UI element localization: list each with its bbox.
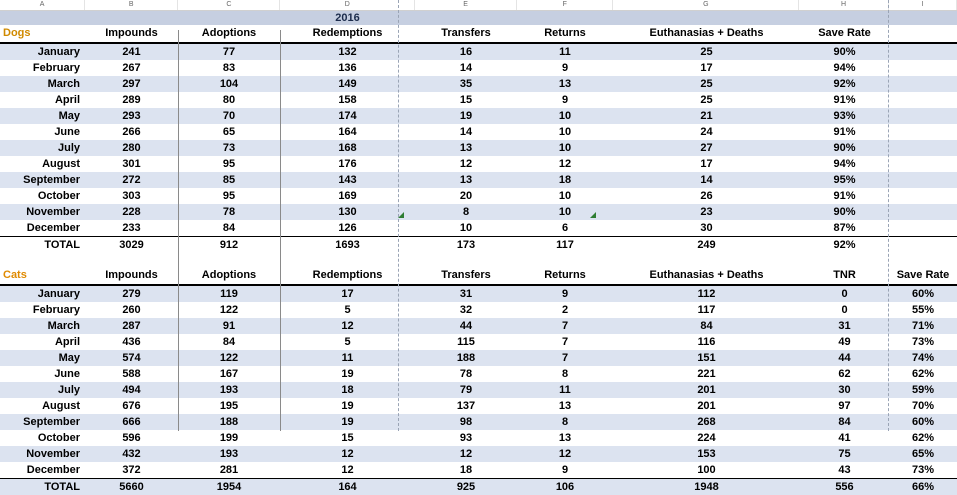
cell-euthanasias-deaths[interactable]: 27 <box>613 140 800 156</box>
cell-save-rate[interactable]: 62% <box>889 430 957 446</box>
cell-euthanasias-deaths[interactable]: 112 <box>613 285 800 302</box>
row-month: July <box>0 140 85 156</box>
cell-returns[interactable]: 10 <box>517 140 613 156</box>
cell-returns[interactable]: 18 <box>517 172 613 188</box>
dogs-col-returns: Returns <box>517 25 613 43</box>
cell-returns[interactable]: 8 <box>517 414 613 430</box>
cell-euthanasias-deaths[interactable]: 25 <box>613 92 800 108</box>
cell-save-rate[interactable]: 92% <box>800 237 889 254</box>
cell-euthanasias-deaths[interactable]: 25 <box>613 76 800 92</box>
cell-euthanasias-deaths[interactable]: 201 <box>613 398 800 414</box>
cell-blank[interactable] <box>889 43 957 60</box>
cell-returns[interactable]: 8 <box>517 366 613 382</box>
cell-blank[interactable] <box>889 237 957 254</box>
table-row[interactable] <box>0 366 957 382</box>
cell-transfers[interactable]: 13 <box>415 172 517 188</box>
cell-blank[interactable] <box>889 220 957 237</box>
cell-returns[interactable]: 13 <box>517 430 613 446</box>
cell-redemptions[interactable]: 12 <box>280 446 415 462</box>
cell-adoptions[interactable]: 77 <box>178 43 280 60</box>
cell-save-rate[interactable]: 55% <box>889 302 957 318</box>
cats-total-row[interactable] <box>0 479 957 495</box>
cell-transfers[interactable]: 137 <box>415 398 517 414</box>
cell-tnr[interactable]: 41 <box>800 430 889 446</box>
cell-impounds[interactable]: 372 <box>85 462 178 479</box>
cats-col-impounds: Impounds <box>85 267 178 285</box>
column-header-h[interactable]: H <box>799 0 888 10</box>
row-month: April <box>0 92 85 108</box>
cell-euthanasias-deaths[interactable]: 268 <box>613 414 800 430</box>
cell-returns[interactable]: 7 <box>517 318 613 334</box>
cell-returns[interactable]: 13 <box>517 398 613 414</box>
cats-col-adoptions: Adoptions <box>178 267 280 285</box>
cell-transfers[interactable]: 188 <box>415 350 517 366</box>
cell-transfers[interactable]: 79 <box>415 382 517 398</box>
year-title: 2016 <box>280 11 415 25</box>
cell-blank[interactable] <box>889 204 957 220</box>
cell-euthanasias-deaths[interactable]: 23 <box>613 204 800 220</box>
cell-euthanasias-deaths[interactable]: 100 <box>613 462 800 479</box>
cell-redemptions[interactable]: 136 <box>280 60 415 76</box>
dogs-label: Dogs <box>0 25 85 43</box>
cell-transfers[interactable]: 32 <box>415 302 517 318</box>
cell-adoptions[interactable]: 122 <box>178 350 280 366</box>
cell-returns[interactable]: 10 <box>517 204 613 220</box>
cell-impounds[interactable]: 494 <box>85 382 178 398</box>
table-row[interactable] <box>0 108 957 124</box>
cell-adoptions[interactable]: 85 <box>178 172 280 188</box>
cell-save-rate[interactable]: 59% <box>889 382 957 398</box>
cell-redemptions[interactable]: 1693 <box>280 237 415 254</box>
cell-redemptions[interactable]: 19 <box>280 366 415 382</box>
table-row[interactable] <box>0 414 957 430</box>
cell-save-rate[interactable]: 92% <box>800 76 889 92</box>
cell-adoptions[interactable]: 95 <box>178 188 280 204</box>
table-row[interactable] <box>0 204 957 220</box>
cell-returns[interactable]: 10 <box>517 188 613 204</box>
cell-adoptions[interactable]: 912 <box>178 237 280 254</box>
cell-impounds[interactable]: 676 <box>85 398 178 414</box>
cell-adoptions[interactable]: 195 <box>178 398 280 414</box>
cell-euthanasias-deaths[interactable]: 151 <box>613 350 800 366</box>
cell-transfers[interactable]: 12 <box>415 156 517 172</box>
cell-returns[interactable]: 13 <box>517 76 613 92</box>
cell-euthanasias-deaths[interactable]: 30 <box>613 220 800 237</box>
cell-save-rate[interactable]: 94% <box>800 156 889 172</box>
dogs-col-blank <box>889 25 957 43</box>
cell-adoptions[interactable]: 1954 <box>178 479 280 495</box>
cell-euthanasias-deaths[interactable]: 24 <box>613 124 800 140</box>
cell-impounds[interactable]: 301 <box>85 156 178 172</box>
cell-adoptions[interactable]: 73 <box>178 140 280 156</box>
table-row[interactable] <box>0 76 957 92</box>
cell-tnr[interactable]: 43 <box>800 462 889 479</box>
cell-impounds[interactable]: 279 <box>85 285 178 302</box>
cell-returns[interactable]: 10 <box>517 124 613 140</box>
cell-blank[interactable] <box>889 156 957 172</box>
cell-transfers[interactable]: 19 <box>415 108 517 124</box>
cell-adoptions[interactable]: 119 <box>178 285 280 302</box>
cell-adoptions[interactable]: 70 <box>178 108 280 124</box>
cell-redemptions[interactable]: 11 <box>280 350 415 366</box>
cell-impounds[interactable]: 436 <box>85 334 178 350</box>
cell-euthanasias-deaths[interactable]: 26 <box>613 188 800 204</box>
row-month: May <box>0 108 85 124</box>
row-month: January <box>0 285 85 302</box>
cell-returns[interactable]: 7 <box>517 350 613 366</box>
cats-header-row <box>0 267 957 285</box>
row-month: June <box>0 366 85 382</box>
dogs-col-impounds: Impounds <box>85 25 178 43</box>
cell-save-rate[interactable]: 94% <box>800 60 889 76</box>
cell-impounds[interactable]: 5660 <box>85 479 178 495</box>
cell-adoptions[interactable]: 95 <box>178 156 280 172</box>
cell-tnr[interactable]: 75 <box>800 446 889 462</box>
cell-tnr[interactable]: 0 <box>800 285 889 302</box>
dogs-col-transfers: Transfers <box>415 25 517 43</box>
cats-col-euthanasias-deaths: Euthanasias + Deaths <box>613 267 800 285</box>
cell-blank[interactable] <box>889 108 957 124</box>
cell-redemptions[interactable]: 164 <box>280 124 415 140</box>
column-header-strip[interactable] <box>0 0 957 11</box>
cell-redemptions[interactable]: 149 <box>280 76 415 92</box>
row-month: December <box>0 220 85 237</box>
cell-euthanasias-deaths[interactable]: 117 <box>613 302 800 318</box>
row-month: January <box>0 43 85 60</box>
row-month: September <box>0 414 85 430</box>
row-month: September <box>0 172 85 188</box>
cell-save-rate[interactable]: 90% <box>800 43 889 60</box>
column-header-a[interactable]: A <box>0 0 85 10</box>
cell-tnr[interactable]: 0 <box>800 302 889 318</box>
cell-transfers[interactable]: 15 <box>415 92 517 108</box>
cell-adoptions[interactable]: 84 <box>178 334 280 350</box>
row-month: November <box>0 446 85 462</box>
cats-col-save-rate: Save Rate <box>889 267 957 285</box>
cell-euthanasias-deaths[interactable]: 224 <box>613 430 800 446</box>
cell-returns[interactable]: 117 <box>517 237 613 254</box>
cell-returns[interactable]: 9 <box>517 285 613 302</box>
cell-redemptions[interactable]: 12 <box>280 318 415 334</box>
cell-impounds[interactable]: 666 <box>85 414 178 430</box>
cell-redemptions[interactable]: 15 <box>280 430 415 446</box>
cell-adoptions[interactable]: 83 <box>178 60 280 76</box>
cell-euthanasias-deaths[interactable]: 84 <box>613 318 800 334</box>
row-month: TOTAL <box>0 237 85 254</box>
cell-save-rate[interactable]: 90% <box>800 140 889 156</box>
cell-save-rate[interactable]: 70% <box>889 398 957 414</box>
cell-adoptions[interactable]: 122 <box>178 302 280 318</box>
row-month: August <box>0 156 85 172</box>
cell-returns[interactable]: 7 <box>517 334 613 350</box>
cell-save-rate[interactable]: 91% <box>800 124 889 140</box>
cell-transfers[interactable]: 115 <box>415 334 517 350</box>
cell-transfers[interactable]: 18 <box>415 462 517 479</box>
column-header-c[interactable]: C <box>178 0 280 10</box>
cell-transfers[interactable]: 93 <box>415 430 517 446</box>
dogs-col-save-rate: Save Rate <box>800 25 889 43</box>
cell-impounds[interactable]: 287 <box>85 318 178 334</box>
cats-col-transfers: Transfers <box>415 267 517 285</box>
cell-adoptions[interactable]: 80 <box>178 92 280 108</box>
row-month: June <box>0 124 85 140</box>
column-header-e[interactable]: E <box>415 0 517 10</box>
cell-adoptions[interactable]: 91 <box>178 318 280 334</box>
table-row[interactable] <box>0 172 957 188</box>
cell-adoptions[interactable]: 193 <box>178 446 280 462</box>
cell-save-rate[interactable]: 71% <box>889 318 957 334</box>
cell-save-rate[interactable]: 74% <box>889 350 957 366</box>
cell-impounds[interactable]: 280 <box>85 140 178 156</box>
row-month: March <box>0 318 85 334</box>
cell-euthanasias-deaths[interactable]: 201 <box>613 382 800 398</box>
dogs-header-row <box>0 25 957 43</box>
cell-redemptions[interactable]: 12 <box>280 462 415 479</box>
column-header-i[interactable]: I <box>889 0 957 10</box>
cell-returns[interactable]: 11 <box>517 382 613 398</box>
cell-impounds[interactable]: 233 <box>85 220 178 237</box>
cell-redemptions[interactable]: 169 <box>280 188 415 204</box>
cell-returns[interactable]: 10 <box>517 108 613 124</box>
row-month: July <box>0 382 85 398</box>
cell-blank[interactable] <box>889 92 957 108</box>
table-row[interactable] <box>0 285 957 302</box>
cell-euthanasias-deaths[interactable]: 17 <box>613 156 800 172</box>
comment-marker-returns <box>590 212 596 218</box>
row-month: March <box>0 76 85 92</box>
cats-col-redemptions: Redemptions <box>280 267 415 285</box>
cell-transfers[interactable]: 14 <box>415 124 517 140</box>
cell-save-rate[interactable]: 87% <box>800 220 889 237</box>
cell-impounds[interactable]: 228 <box>85 204 178 220</box>
year-title-spacer-left <box>0 11 85 25</box>
cats-col-returns: Returns <box>517 267 613 285</box>
cell-impounds[interactable]: 293 <box>85 108 178 124</box>
cell-tnr[interactable]: 30 <box>800 382 889 398</box>
cell-impounds[interactable]: 588 <box>85 366 178 382</box>
table-row[interactable] <box>0 220 957 237</box>
cell-tnr[interactable]: 84 <box>800 414 889 430</box>
table-row[interactable] <box>0 462 957 479</box>
cell-blank[interactable] <box>889 76 957 92</box>
cell-transfers[interactable]: 173 <box>415 237 517 254</box>
row-month: February <box>0 60 85 76</box>
cell-tnr[interactable]: 97 <box>800 398 889 414</box>
dogs-col-redemptions: Redemptions <box>280 25 415 43</box>
cell-redemptions[interactable]: 130 <box>280 204 415 220</box>
cell-impounds[interactable]: 289 <box>85 92 178 108</box>
cell-save-rate[interactable]: 90% <box>800 204 889 220</box>
cell-impounds[interactable]: 272 <box>85 172 178 188</box>
cell-redemptions[interactable]: 158 <box>280 92 415 108</box>
cell-transfers[interactable]: 44 <box>415 318 517 334</box>
cell-returns[interactable]: 9 <box>517 462 613 479</box>
cell-returns[interactable]: 9 <box>517 60 613 76</box>
cell-adoptions[interactable]: 167 <box>178 366 280 382</box>
cell-redemptions[interactable]: 126 <box>280 220 415 237</box>
row-month: April <box>0 334 85 350</box>
table-row[interactable] <box>0 302 957 318</box>
cell-tnr[interactable]: 44 <box>800 350 889 366</box>
column-header-d[interactable]: D <box>280 0 415 10</box>
table-row[interactable] <box>0 398 957 414</box>
cell-impounds[interactable]: 432 <box>85 446 178 462</box>
cell-transfers[interactable]: 925 <box>415 479 517 495</box>
table-row[interactable] <box>0 92 957 108</box>
cell-redemptions[interactable]: 168 <box>280 140 415 156</box>
table-row[interactable] <box>0 60 957 76</box>
cell-save-rate[interactable]: 60% <box>889 414 957 430</box>
cell-adoptions[interactable]: 281 <box>178 462 280 479</box>
cell-redemptions[interactable]: 5 <box>280 334 415 350</box>
cell-impounds[interactable]: 574 <box>85 350 178 366</box>
cell-redemptions[interactable]: 132 <box>280 43 415 60</box>
row-month: December <box>0 462 85 479</box>
table-row[interactable] <box>0 334 957 350</box>
cell-returns[interactable]: 2 <box>517 302 613 318</box>
cell-blank[interactable] <box>889 60 957 76</box>
cell-returns[interactable]: 6 <box>517 220 613 237</box>
cell-euthanasias-deaths[interactable]: 116 <box>613 334 800 350</box>
row-month: May <box>0 350 85 366</box>
cell-euthanasias-deaths[interactable]: 14 <box>613 172 800 188</box>
cell-impounds[interactable]: 303 <box>85 188 178 204</box>
cell-transfers[interactable]: 13 <box>415 140 517 156</box>
table-row[interactable] <box>0 318 957 334</box>
cell-transfers[interactable]: 16 <box>415 43 517 60</box>
cell-blank[interactable] <box>889 124 957 140</box>
table-row[interactable] <box>0 140 957 156</box>
row-month: August <box>0 398 85 414</box>
cell-save-rate[interactable]: 91% <box>800 92 889 108</box>
section-gap <box>0 253 957 267</box>
cell-tnr[interactable]: 62 <box>800 366 889 382</box>
cell-returns[interactable]: 12 <box>517 446 613 462</box>
cell-adoptions[interactable]: 78 <box>178 204 280 220</box>
row-month: November <box>0 204 85 220</box>
cell-euthanasias-deaths[interactable]: 21 <box>613 108 800 124</box>
cell-redemptions[interactable]: 19 <box>280 414 415 430</box>
cell-redemptions[interactable]: 18 <box>280 382 415 398</box>
table-row[interactable] <box>0 43 957 60</box>
year-title-spacer-right <box>889 11 957 25</box>
cell-save-rate[interactable]: 60% <box>889 285 957 302</box>
cell-redemptions[interactable]: 164 <box>280 479 415 495</box>
cell-transfers[interactable]: 78 <box>415 366 517 382</box>
dogs-col-euthanasias-deaths: Euthanasias + Deaths <box>613 25 800 43</box>
cell-impounds[interactable]: 3029 <box>85 237 178 254</box>
cell-blank[interactable] <box>889 172 957 188</box>
cell-transfers[interactable]: 35 <box>415 76 517 92</box>
cell-transfers[interactable]: 20 <box>415 188 517 204</box>
cell-redemptions[interactable]: 5 <box>280 302 415 318</box>
cell-save-rate[interactable]: 73% <box>889 334 957 350</box>
table-row[interactable] <box>0 188 957 204</box>
cell-euthanasias-deaths[interactable]: 1948 <box>613 479 800 495</box>
cell-tnr[interactable]: 556 <box>800 479 889 495</box>
cell-transfers[interactable]: 12 <box>415 446 517 462</box>
row-month: October <box>0 188 85 204</box>
cell-impounds[interactable]: 241 <box>85 43 178 60</box>
cell-adoptions[interactable]: 65 <box>178 124 280 140</box>
cell-save-rate[interactable]: 73% <box>889 462 957 479</box>
table-row[interactable] <box>0 382 957 398</box>
cats-label: Cats <box>0 267 85 285</box>
row-month: TOTAL <box>0 479 85 495</box>
cell-blank[interactable] <box>889 140 957 156</box>
data-table[interactable] <box>0 11 957 495</box>
cell-redemptions[interactable]: 143 <box>280 172 415 188</box>
cell-transfers[interactable]: 98 <box>415 414 517 430</box>
cell-impounds[interactable]: 267 <box>85 60 178 76</box>
cell-returns[interactable]: 11 <box>517 43 613 60</box>
row-month: October <box>0 430 85 446</box>
cell-returns[interactable]: 12 <box>517 156 613 172</box>
cell-impounds[interactable]: 297 <box>85 76 178 92</box>
column-header-b[interactable]: B <box>85 0 178 10</box>
cell-adoptions[interactable]: 188 <box>178 414 280 430</box>
dogs-total-row[interactable] <box>0 237 957 254</box>
cell-euthanasias-deaths[interactable]: 249 <box>613 237 800 254</box>
cell-transfers[interactable]: 10 <box>415 220 517 237</box>
cell-impounds[interactable]: 266 <box>85 124 178 140</box>
cell-save-rate[interactable]: 93% <box>800 108 889 124</box>
year-title-row <box>0 11 957 25</box>
cell-impounds[interactable]: 260 <box>85 302 178 318</box>
cell-adoptions[interactable]: 193 <box>178 382 280 398</box>
comment-marker-transfers <box>398 212 404 218</box>
cell-transfers[interactable]: 14 <box>415 60 517 76</box>
column-header-f[interactable]: F <box>517 0 613 10</box>
cell-tnr[interactable]: 31 <box>800 318 889 334</box>
cell-save-rate[interactable]: 95% <box>800 172 889 188</box>
cell-save-rate[interactable]: 62% <box>889 366 957 382</box>
cell-returns[interactable]: 9 <box>517 92 613 108</box>
cell-redemptions[interactable]: 19 <box>280 398 415 414</box>
cell-euthanasias-deaths[interactable]: 25 <box>613 43 800 60</box>
cell-impounds[interactable]: 596 <box>85 430 178 446</box>
cell-adoptions[interactable]: 199 <box>178 430 280 446</box>
cell-blank[interactable] <box>889 188 957 204</box>
cell-tnr[interactable]: 49 <box>800 334 889 350</box>
table-row[interactable] <box>0 446 957 462</box>
cell-save-rate[interactable]: 65% <box>889 446 957 462</box>
cell-euthanasias-deaths[interactable]: 221 <box>613 366 800 382</box>
cats-col-tnr: TNR <box>800 267 889 285</box>
cell-adoptions[interactable]: 84 <box>178 220 280 237</box>
cell-returns[interactable]: 106 <box>517 479 613 495</box>
table-row[interactable] <box>0 430 957 446</box>
cell-transfers[interactable]: 31 <box>415 285 517 302</box>
table-row[interactable] <box>0 124 957 140</box>
cell-adoptions[interactable]: 104 <box>178 76 280 92</box>
cell-save-rate[interactable]: 66% <box>889 479 957 495</box>
table-row[interactable] <box>0 156 957 172</box>
row-month: February <box>0 302 85 318</box>
cell-redemptions[interactable]: 174 <box>280 108 415 124</box>
cell-euthanasias-deaths[interactable]: 153 <box>613 446 800 462</box>
cell-redemptions[interactable]: 176 <box>280 156 415 172</box>
cell-redemptions[interactable]: 17 <box>280 285 415 302</box>
dogs-col-adoptions: Adoptions <box>178 25 280 43</box>
cell-euthanasias-deaths[interactable]: 17 <box>613 60 800 76</box>
cell-save-rate[interactable]: 91% <box>800 188 889 204</box>
cell-transfers[interactable]: 8 <box>415 204 517 220</box>
column-header-g[interactable]: G <box>613 0 799 10</box>
table-row[interactable] <box>0 350 957 366</box>
